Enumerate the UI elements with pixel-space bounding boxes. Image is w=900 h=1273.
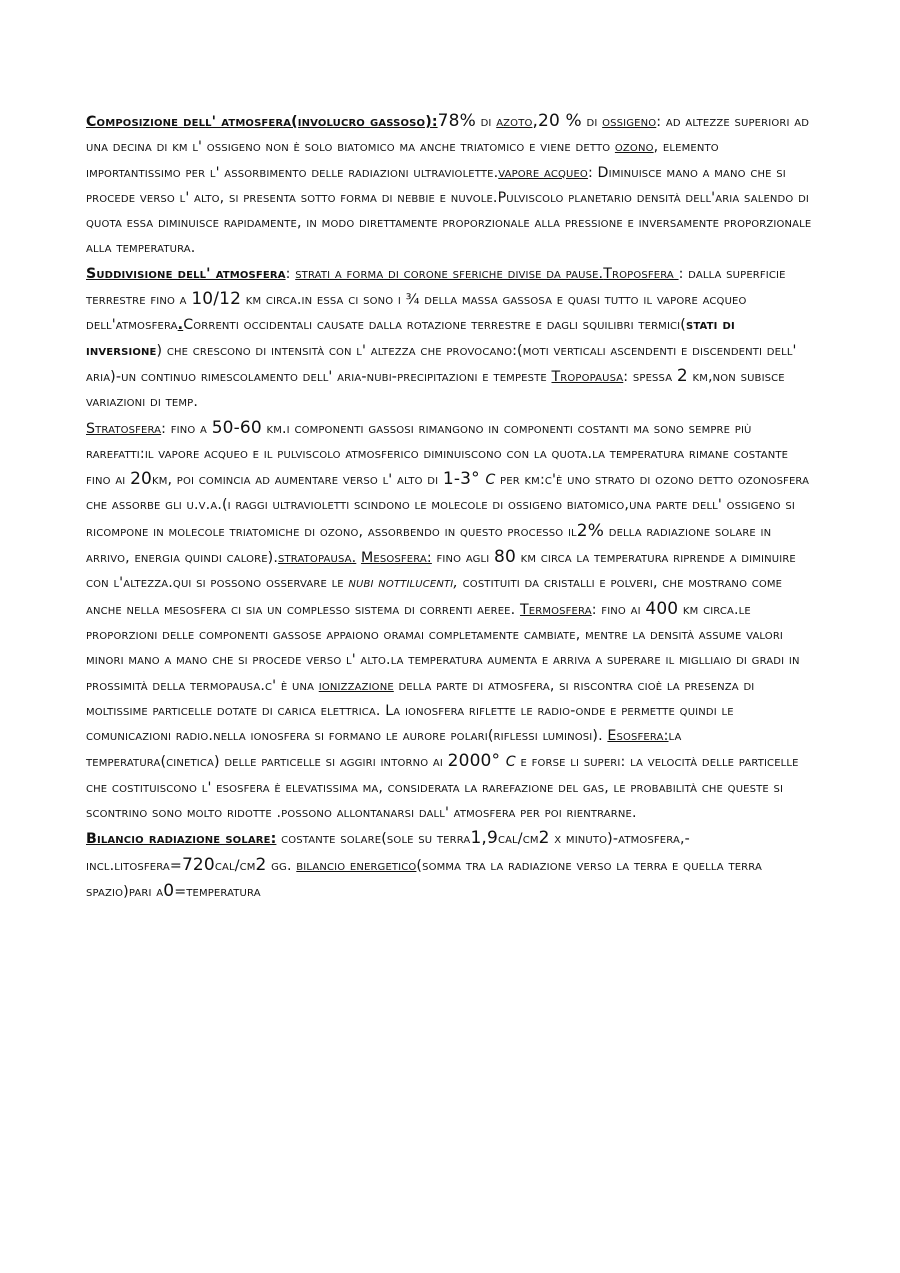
- text: e forse li superi: la velocità delle particelle che costituiscono l' esosfera è elevatissima ma, considerata la rarefazione del gas, le probabilità che queste si scontrino sono molto ridotte .possono allontanarsi dall' atmosfera per poi rientrarne.: [86, 754, 799, 822]
- paragraph-composition: [86, 109, 816, 262]
- term-stratosfera: Stratosfera: [86, 420, 162, 437]
- text: costante solare(sole su terra: [276, 831, 471, 848]
- text: km circa la temperatura riprende a diminuire con l'altezza.qui si possono osservare le: [86, 550, 796, 592]
- text: ) che crescono di intensità con l' altezza che provocano:(moti verticali ascendenti e discendenti dell' aria)-un continuo rimescolamento dell' aria-nubi-precipitazioni e tempeste: [86, 342, 797, 385]
- value-2pct: 2%: [576, 520, 605, 541]
- term-azoto: azoto: [496, 114, 533, 130]
- text: km circa.le proporzioni delle componenti gassose appaiono oramai completamente cambiate, mentre la densità assume valori minori mano a mano che si procede verso l' alto.la temperatura aumenta e arriva a superare il miglliaio di gradi in prossimità della termopausa.c' è una: [86, 601, 800, 694]
- value-400km: 400: [645, 598, 679, 619]
- value-nitrogen: 78%: [437, 111, 476, 131]
- text: : fino a: [161, 420, 212, 437]
- value-exponent: 2: [538, 828, 550, 849]
- text: , elemento importantissimo per l' assorbimento delle radiazioni ultraviolette.: [86, 139, 719, 181]
- text: : Diminuisce mano a mano che si procede verso l' alto, si presenta sotto forma di nebbie e nuvole.Pulviscolo planetario densità dell'aria salendo di quota essa diminuisce rapidamente, in modo direttamente proporzionale alla pressione e inversamente proporzionale alla temperatura.: [86, 164, 812, 257]
- term-esosfera: Esosfera:: [607, 728, 669, 745]
- term-nubi-nottilucenti: nubi nottilucenti,: [348, 575, 458, 592]
- value-fraction: ¾: [405, 292, 420, 309]
- text: di: [475, 114, 497, 130]
- text: gg.: [266, 857, 297, 874]
- paragraph-subdivision: [86, 262, 816, 416]
- term-troposfera: Troposfera: [603, 265, 679, 282]
- text: : fino ai: [591, 601, 646, 618]
- heading-balance: Bilancio radiazione solare:: [86, 831, 277, 848]
- heading-subdivision: Suddivisione dell' atmosfera: [86, 265, 286, 282]
- paragraph-balance: [86, 826, 816, 905]
- value-exponent: 2: [255, 854, 267, 875]
- text: della parte di atmosfera, si riscontra cioè la presenza di moltissime particelle dotate di carica elettrica. La ionosfera riflette le radio-onde e permette quindi le comunicazioni radio.nella ionosfera si formano le aurore polari(riflessi luminosi).: [86, 677, 755, 745]
- unit-celsius: C: [485, 472, 496, 489]
- text: km.i componenti gassosi rimangono in componenti costanti ma sono sempre più rarefatti:il vapore acqueo e il pulviscolo atmosferico diminuiscono con la quota.la temperatura rimane costante fino ai: [86, 420, 789, 489]
- value-oxygen: ,20 %: [532, 111, 582, 131]
- value-solar-constant: 1,9: [470, 828, 498, 849]
- term-ossigeno: ossigeno: [602, 114, 657, 130]
- text: km circa.in essa ci sono i: [241, 292, 406, 309]
- document-body: [86, 109, 816, 905]
- term-stati-inversione: stati di inversione: [86, 317, 735, 359]
- value-temp-rise: 1-3°: [442, 469, 486, 490]
- text: cal/cm: [214, 857, 256, 874]
- text: x minuto)-atmosfera,-incl.litosfera=: [86, 831, 690, 874]
- term-ozono: ozono: [614, 139, 654, 156]
- text: : spessa: [623, 368, 677, 385]
- value-20km: 20: [130, 469, 152, 490]
- term-bilancio-energetico: bilancio energetico: [296, 857, 417, 874]
- text: km, poi comincia ad aumentare verso l' alto di: [152, 472, 443, 489]
- text: cal/cm: [497, 831, 539, 848]
- value-2000: 2000°: [447, 751, 506, 772]
- text: :: [285, 265, 296, 282]
- value-stratosphere: 50-60: [211, 417, 262, 438]
- text: =temperatura: [174, 883, 261, 900]
- value-80km: 80: [494, 547, 516, 568]
- text: la temperatura(cinetica) delle particelle si aggiri intorno ai: [86, 728, 682, 771]
- text: km,non subisce variazioni di temp.: [86, 368, 785, 411]
- text: fino agli: [431, 550, 495, 567]
- text: : dalla superficie terrestre fino a: [86, 265, 786, 309]
- text: costituiti da cristalli e polveri, che mostrano come anche nella mesosfera ci sia un complesso sistema di correnti aeree.: [86, 575, 783, 618]
- heading-composition: Composizione dell' atmosfera(involucro gassoso):: [86, 114, 438, 130]
- value-troposphere-height: 10/12: [191, 289, 242, 310]
- text: di: [581, 114, 603, 130]
- paragraph-layers: [86, 416, 816, 827]
- unit-celsius: C: [505, 754, 516, 771]
- value-720: 720: [181, 854, 215, 875]
- text: della radiazione solare in arrivo, energia quindi calore).: [86, 523, 772, 567]
- term-termosfera: Termosfera: [519, 601, 592, 618]
- term-stratopausa: stratopausa.: [278, 550, 357, 567]
- value-tropopause: 2: [676, 365, 688, 386]
- text: della massa gassosa e quasi tutto il vapore acqueo dell'atmosfera: [86, 292, 747, 334]
- term-ionizzazione: ionizzazione: [318, 677, 394, 694]
- text: .: [177, 317, 184, 334]
- text: Correnti occidentali causate dalla rotazione terrestre e dagli squilibri termici(: [183, 317, 686, 334]
- text: per km:c'è uno strato di ozono detto ozonosfera che assorbe gli u.v.a.(i raggi ultravioletti scindono le molecole di ossigeno biatomico,una parte dell' ossigeno si ricompone in molecole triatomiche di ozono, assorbendo in questo processo il: [86, 472, 810, 540]
- text: (somma tra la radiazione verso la terra e quella terra spazio)pari a: [86, 857, 762, 900]
- value-zero: 0: [163, 880, 175, 901]
- term-vapore-acqueo: vapore acqueo: [498, 164, 588, 181]
- term-strati: strati a forma di corone sferiche divise da pause.: [295, 265, 604, 282]
- text: : ad altezze superiori ad una decina di km l' ossigeno non è solo biatomico ma anche triatomico e viene detto: [86, 114, 810, 156]
- term-mesosfera: Mesosfera:: [360, 550, 432, 567]
- term-tropopausa: Tropopausa: [551, 368, 624, 385]
